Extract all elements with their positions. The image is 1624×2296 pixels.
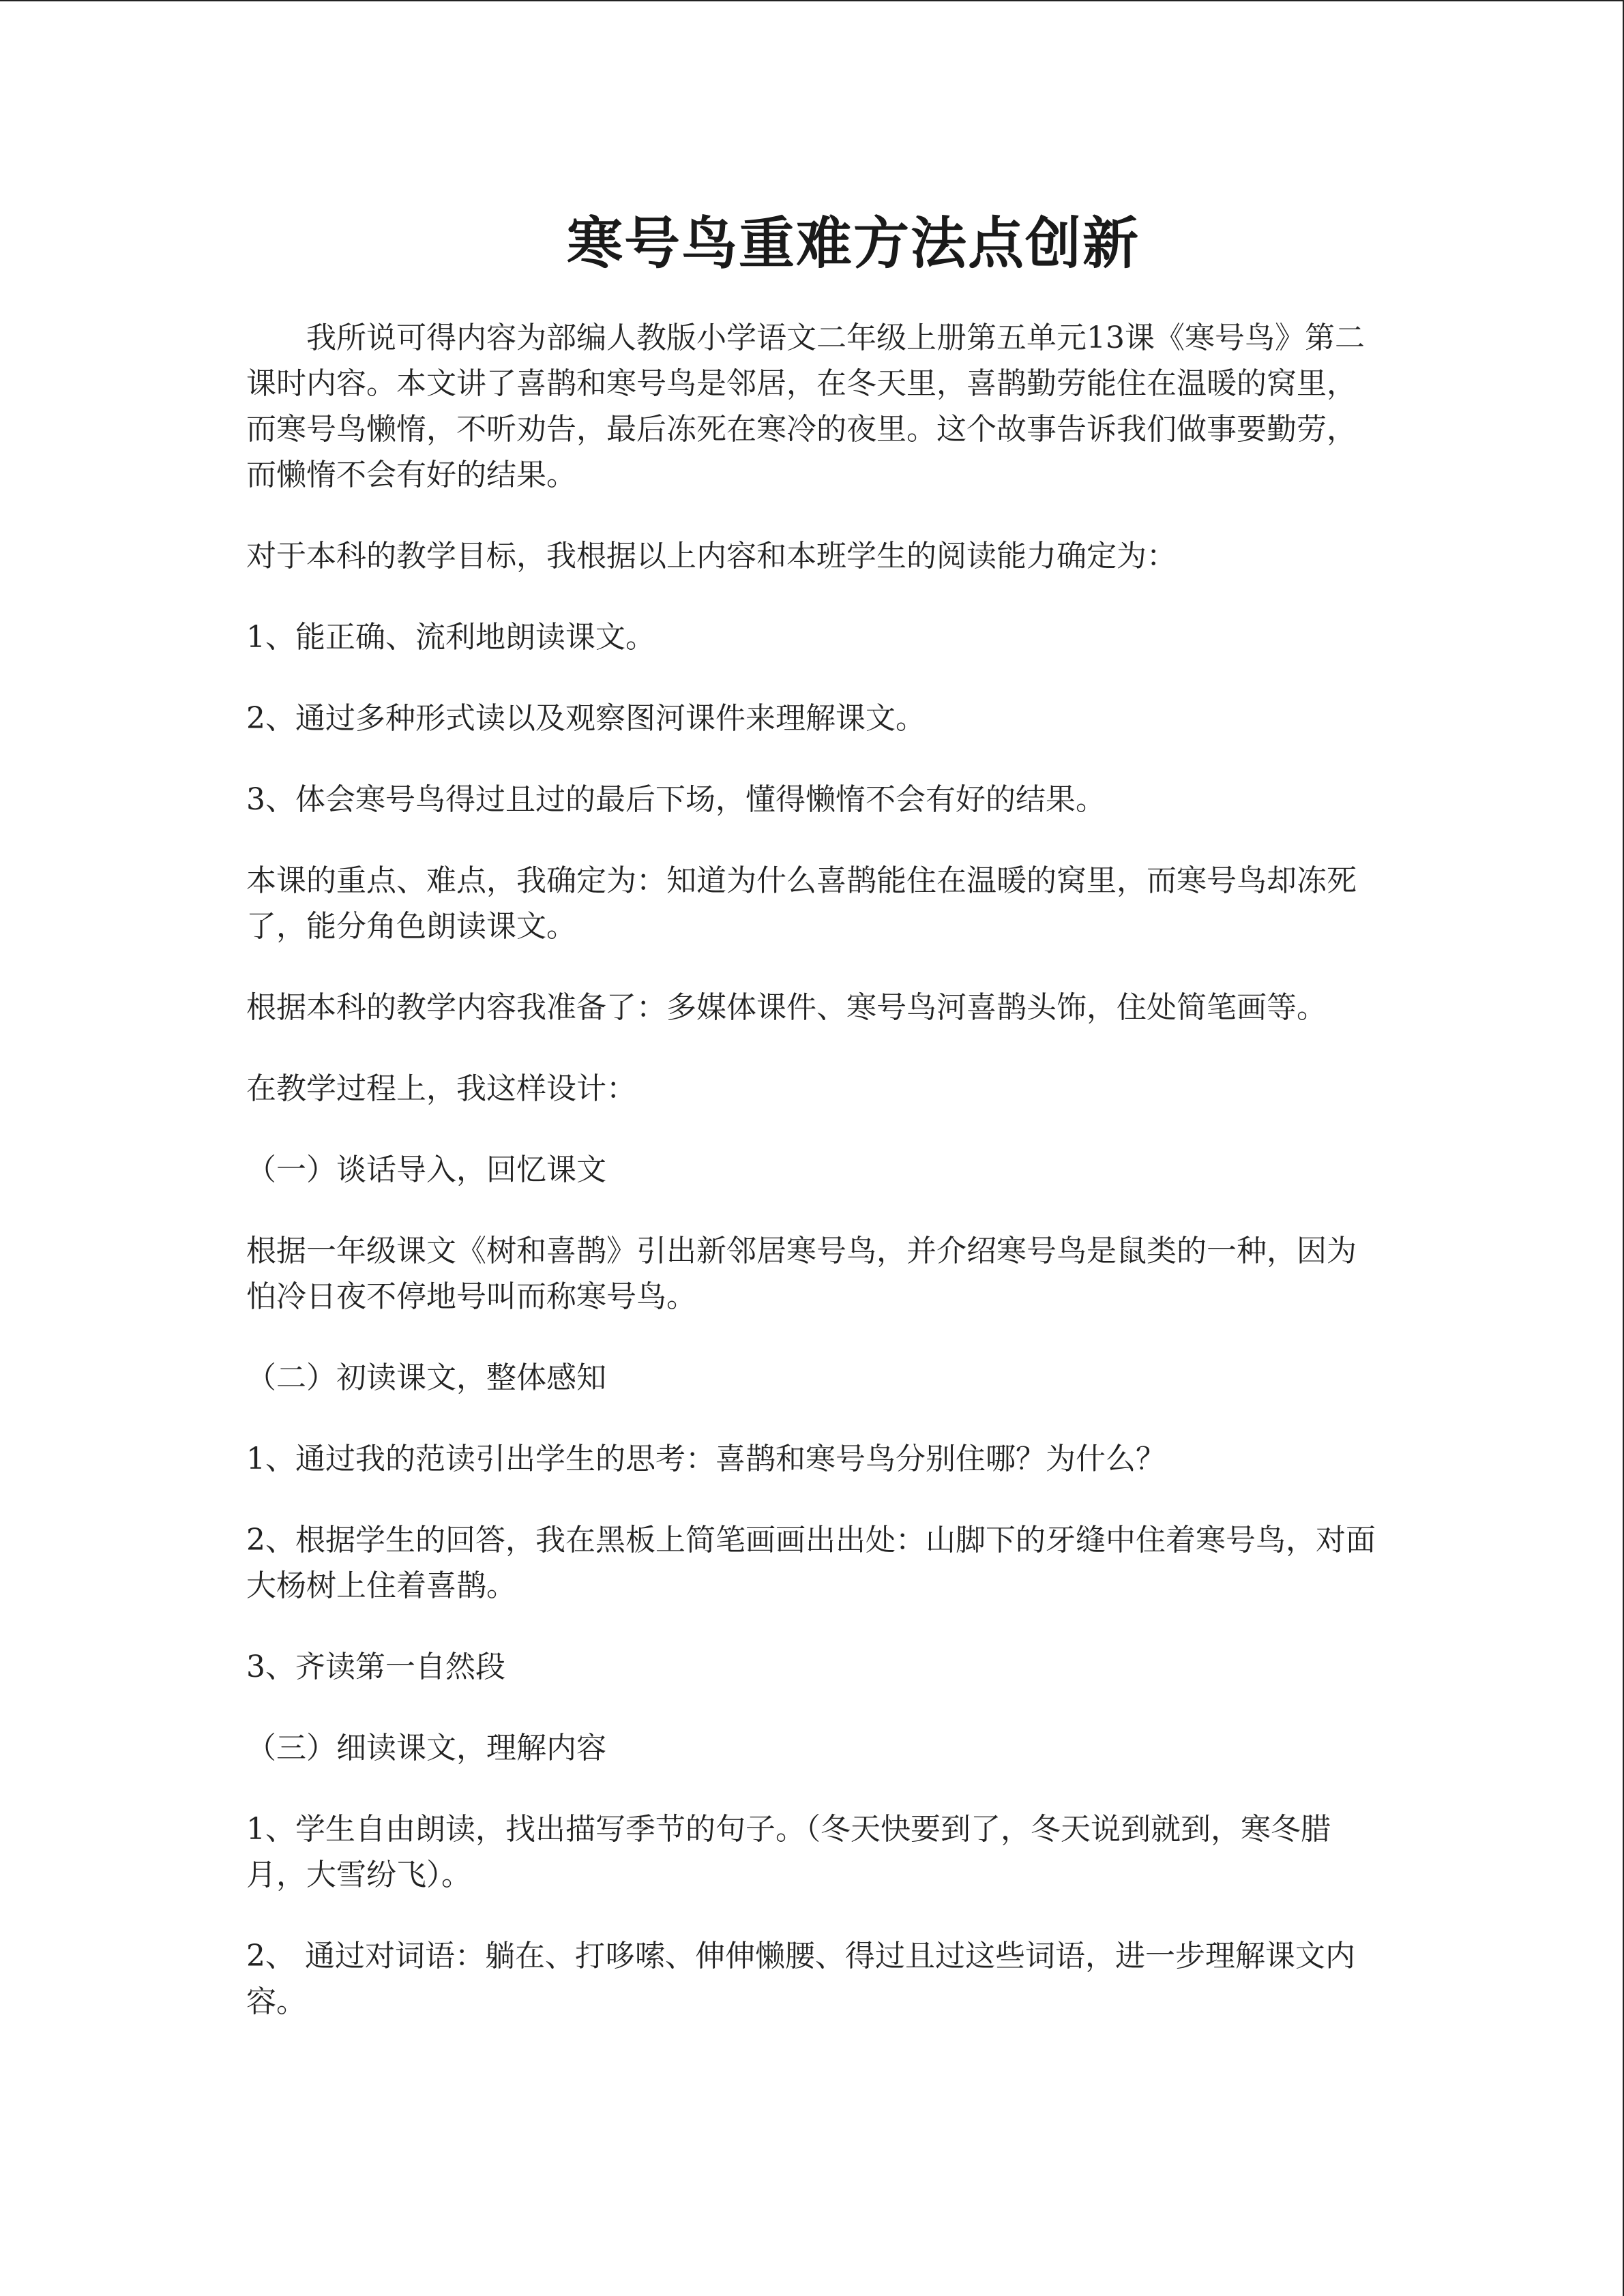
section-heading-1: （一）谈话导入，回忆课文 — [246, 1152, 606, 1187]
paragraph-intro: 我所说可得内容为部编人教版小学语文二年级上册第五单元13课《寒号鸟》第二课时内容。本文讲了喜鹊和寒号鸟是邻居，在冬天里，喜鹊勤劳能住在温暖的窝里，而寒号鸟懒惰，不听劝告，最后冻死在寒冷的夜里。这个故事告诉我们做事要勤劳，而懒惰不会有好的结果。 — [246, 320, 1365, 492]
section-heading-2: （二）初读课文，整体感知 — [246, 1360, 606, 1395]
paragraph-section-2-step-1: 1、通过我的范读引出学生的思考：喜鹊和寒号鸟分别住哪？为什么？ — [246, 1442, 1166, 1476]
paragraph-section-3-step-2: 2、 通过对词语：躺在、打哆嗦、伸伸懒腰、得过且过这些词语，进一步理解课文内容。 — [246, 1939, 1355, 2019]
paragraph-section-2-step-3: 3、齐读第一自然段 — [246, 1650, 505, 1684]
paragraph-section-1: 根据一年级课文《树和喜鹊》引出新邻居寒号鸟，并介绍寒号鸟是鼠类的一种，因为怕冷日夜不停地号叫而称寒号鸟。 — [246, 1234, 1357, 1314]
paragraph-key-points: 本课的重点、难点，我确定为：知道为什么喜鹊能住在温暖的窝里，而寒号鸟却冻死了，能分角色朗读课文。 — [246, 863, 1357, 944]
paragraph-goal-2: 2、通过多种形式读以及观察图河课件来理解课文。 — [246, 701, 926, 736]
paragraph-goal-3: 3、体会寒号鸟得过且过的最后下场，懂得懒惰不会有好的结果。 — [246, 782, 1106, 817]
paragraph-process-intro: 在教学过程上，我这样设计： — [246, 1071, 636, 1106]
paragraph-goal-1: 1、能正确、流利地朗读课文。 — [246, 620, 655, 655]
section-heading-3: （三）细读课文，理解内容 — [246, 1731, 606, 1765]
document-title: 寒号鸟重难方法点创新 — [566, 211, 1140, 276]
paragraph-section-3-step-1: 1、学生自由朗读，找出描写季节的句子。（冬天快要到了，冬天说到就到，寒冬腊月，大雪纷飞）。 — [246, 1812, 1331, 1892]
document-body — [246, 199, 1378, 2060]
paragraph-materials: 根据本科的教学内容我准备了：多媒体课件、寒号鸟河喜鹊头饰，住处简笔画等。 — [246, 990, 1327, 1025]
paragraph-goals-intro: 对于本科的教学目标，我根据以上内容和本班学生的阅读能力确定为： — [246, 539, 1177, 573]
paragraph-section-2-step-2: 2、根据学生的回答，我在黑板上简笔画画出出处：山脚下的牙缝中住着寒号鸟，对面大杨树上住着喜鹊。 — [246, 1523, 1376, 1603]
